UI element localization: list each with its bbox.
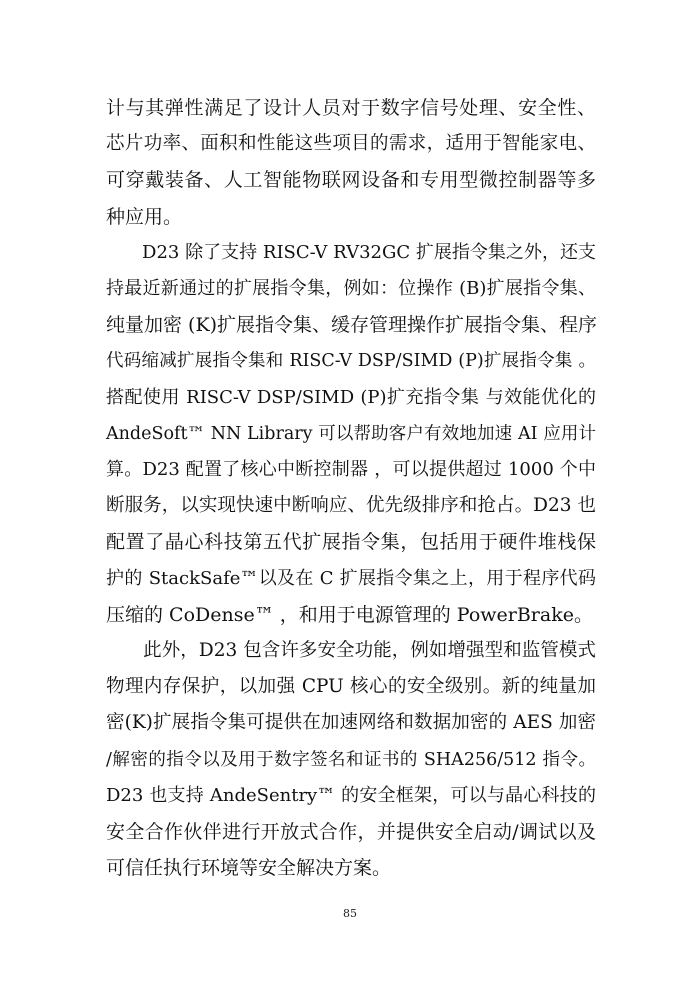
text-line: /解密的指令以及用于数字签名和证书的 SHA256/512 指令。 [106,749,596,770]
text-line: 芯片功率、面积和性能这些项目的需求，适用于智能家电、 [106,133,596,155]
text-line: D23 也支持 AndeSentry™ 的安全框架，可以与晶心科技的 [106,784,596,806]
text-line: 物理内存保护，以加强 CPU 核心的安全级别。新的纯量加 [106,676,596,698]
text-line: 护的 StackSafe™以及在 C 扩展指令集之上，用于程序代码 [106,567,596,589]
text-line: 持最近新通过的扩展指令集，例如：位操作 (B)扩展指令集、 [106,278,596,300]
text-line: AndeSoft™ NN Library 可以帮助客户有效地加速 AI 应用计 [106,423,596,444]
paragraph [106,90,596,235]
text-line: 此外，D23 包含许多安全功能，例如增强型和监管模式 [106,640,596,662]
paragraph [106,235,596,633]
text-line: 算。D23 配置了核心中断控制器 ，可以提供超过 1000 个中 [106,459,596,481]
text-line: 断服务，以实现快速中断响应、优先级排序和抢占。D23 也 [106,495,596,517]
text-line: 可穿戴装备、人工智能物联网设备和专用型微控制器等多 [106,169,596,192]
text-line: 计与其弹性满足了设计人员对于数字信号处理、安全性、 [106,97,596,119]
text-line: 种应用。 [106,205,183,228]
text-line: 纯量加密 (K)扩展指令集、缓存管理操作扩展指令集、程序 [106,314,598,337]
text-line: 安全合作伙伴进行开放式合作，并提供安全启动/调试以及 [106,821,596,844]
paragraph [106,633,596,886]
text-line: 代码缩减扩展指令集和 RISC-V DSP/SIMD (P)扩展指令集 。 [106,351,596,372]
text-line: 压缩的 CoDense™ ，和用于电源管理的 PowerBrake。 [106,603,593,626]
body-text [106,90,596,886]
page-number: 85 [343,907,357,920]
text-line: D23 除了支持 RISC-V RV32GC 扩展指令集之外，还支 [106,241,596,263]
text-line: 配置了晶心科技第五代扩展指令集，包括用于硬件堆栈保 [106,531,596,554]
text-line: 搭配使用 RISC-V DSP/SIMD (P)扩充指令集 与效能优化的 [106,386,596,408]
text-line: 密(K)扩展指令集可提供在加速网络和数据加密的 AES 加密 [106,712,596,734]
text-line: 可信任执行环境等安全解决方案。 [106,857,392,880]
